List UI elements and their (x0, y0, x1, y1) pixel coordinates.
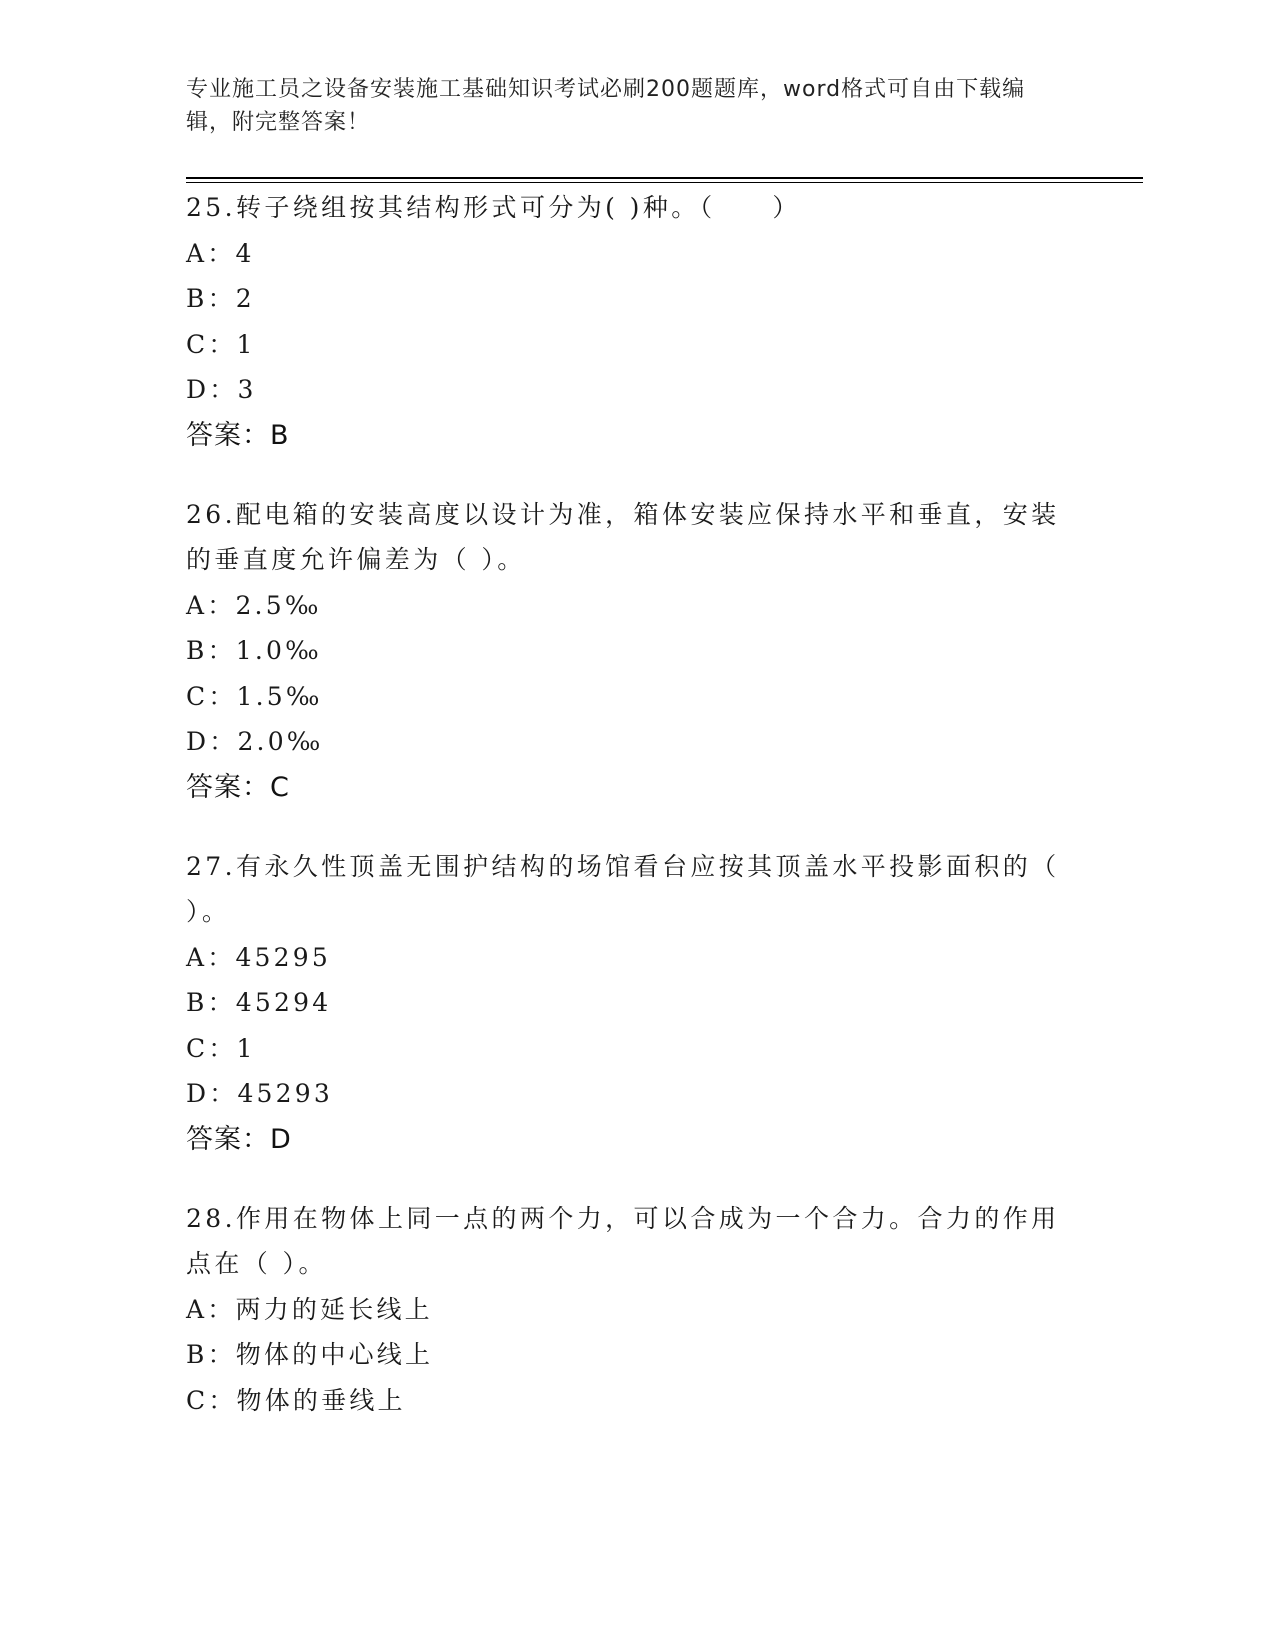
question-25 (186, 185, 1086, 459)
option-b: B：物体的中心线上 (186, 1340, 434, 1369)
option-b: B：45294 (186, 988, 332, 1017)
option-c: C：物体的垂线上 (186, 1385, 406, 1415)
question-text: 28.作用在物体上同一点的两个力，可以合成为一个合力。合力的作用点在（ ）。 (186, 1203, 1060, 1278)
answer-line: 答案：B (186, 419, 290, 451)
option-a: A：2.5‰ (186, 590, 322, 620)
option-b: B：2 (186, 284, 255, 313)
option-a: A：4 (186, 238, 255, 268)
answer-line: 答案：C (186, 771, 290, 803)
header-rule-thin (186, 182, 1143, 183)
option-a: A：45295 (186, 942, 331, 972)
option-b: B：1.0‰ (186, 636, 322, 665)
question-text: 25.转子绕组按其结构形式可分为( )种。（ ） (186, 193, 801, 222)
question-27 (186, 844, 1086, 1163)
option-a: A：两力的延长线上 (186, 1294, 433, 1324)
question-text: 27.有永久性顶盖无围护结构的场馆看台应按其顶盖水平投影面积的（ ）。 (186, 851, 1071, 926)
option-d: D：3 (186, 375, 257, 404)
option-c: C：1 (186, 329, 256, 359)
answer-line: 答案：D (186, 1123, 292, 1155)
document-title: 专业施工员之设备安装施工基础知识考试必刷200题题库，word格式可自由下载编辑，附完整答案！ (186, 77, 1026, 135)
option-c: C：1.5‰ (186, 681, 323, 711)
option-d: D：45293 (186, 1079, 333, 1108)
option-c: C：1 (186, 1033, 256, 1063)
option-d: D：2.0‰ (186, 727, 324, 756)
question-26 (186, 492, 1086, 811)
header-rule-thick (186, 177, 1143, 179)
question-text: 26.配电箱的安装高度以设计为准，箱体安装应保持水平和垂直，安装的垂直度允许偏差为（ ）。 (186, 499, 1060, 574)
question-list (186, 185, 1086, 1456)
question-28 (186, 1196, 1086, 1424)
